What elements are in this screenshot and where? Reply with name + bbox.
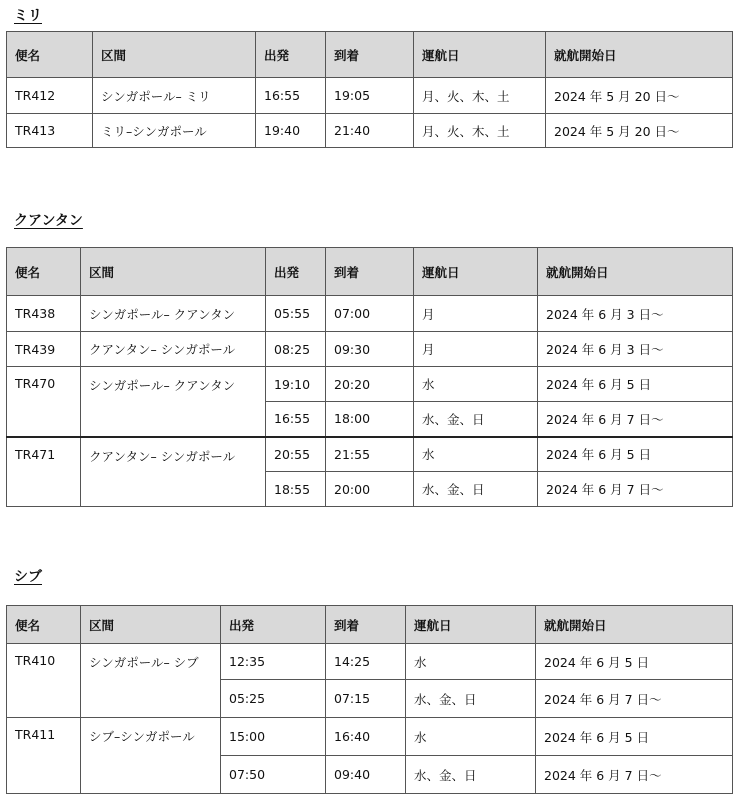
header-departure: 出発 [266,248,326,296]
route: ミリ–シンガポール [93,114,256,148]
departure-time: 05:55 [266,296,326,332]
header-flight: 便名 [7,32,93,78]
table-header-row [7,32,733,78]
arrival-time: 14:25 [326,644,406,680]
header-arrival: 到着 [326,32,414,78]
operating-days: 水 [406,718,536,756]
header-start-date: 就航開始日 [546,32,733,78]
header-days: 運航日 [414,248,538,296]
departure-time: 19:10 [266,367,326,402]
operating-days: 水 [406,644,536,680]
table-row [7,644,733,680]
operating-days: 月 [414,332,538,367]
table-row [7,114,733,148]
table-row [7,367,733,402]
start-date: 2024 年 6 月 5 日 [536,718,733,756]
header-route: 区間 [93,32,256,78]
departure-time: 16:55 [256,78,326,114]
operating-days: 水 [414,437,538,472]
start-date: 2024 年 6 月 7 日〜 [536,756,733,794]
header-start-date: 就航開始日 [538,248,733,296]
header-flight: 便名 [7,606,81,644]
flight-number: TR470 [7,367,81,437]
table-row [7,332,733,367]
operating-days: 水、金、日 [414,402,538,437]
header-days: 運航日 [414,32,546,78]
route: シンガポール– クアンタン [81,367,266,437]
section-title-cebu: シブ [14,569,42,585]
start-date: 2024 年 6 月 5 日 [538,437,733,472]
header-departure: 出発 [221,606,326,644]
operating-days: 水、金、日 [406,680,536,718]
start-date: 2024 年 5 月 20 日〜 [546,78,733,114]
arrival-time: 21:40 [326,114,414,148]
route: シンガポール– クアンタン [81,296,266,332]
operating-days: 月 [414,296,538,332]
header-arrival: 到着 [326,606,406,644]
departure-time: 05:25 [221,680,326,718]
departure-time: 16:55 [266,402,326,437]
flight-number: TR471 [7,437,81,507]
operating-days: 水 [414,367,538,402]
arrival-time: 20:20 [326,367,414,402]
arrival-time: 07:00 [326,296,414,332]
table-row [7,296,733,332]
header-route: 区間 [81,248,266,296]
operating-days: 月、火、木、土 [414,78,546,114]
header-days: 運航日 [406,606,536,644]
header-arrival: 到着 [326,248,414,296]
route: シンガポール– シブ [81,644,221,718]
arrival-time: 19:05 [326,78,414,114]
start-date: 2024 年 6 月 7 日〜 [538,402,733,437]
arrival-time: 09:30 [326,332,414,367]
table-row [7,78,733,114]
header-start-date: 就航開始日 [536,606,733,644]
flight-number: TR412 [7,78,93,114]
route: クアンタン– シンガポール [81,437,266,507]
arrival-time: 09:40 [326,756,406,794]
start-date: 2024 年 6 月 3 日〜 [538,296,733,332]
arrival-time: 16:40 [326,718,406,756]
arrival-time: 21:55 [326,437,414,472]
operating-days: 水、金、日 [414,472,538,507]
departure-time: 19:40 [256,114,326,148]
arrival-time: 07:15 [326,680,406,718]
section-title-miri: ミリ [14,8,42,24]
arrival-time: 20:00 [326,472,414,507]
departure-time: 18:55 [266,472,326,507]
flight-number: TR413 [7,114,93,148]
departure-time: 08:25 [266,332,326,367]
operating-days: 水、金、日 [406,756,536,794]
section-title-kuantan: クアンタン [14,213,83,229]
table-header-row [7,248,733,296]
table-row [7,437,733,472]
departure-time: 07:50 [221,756,326,794]
departure-time: 20:55 [266,437,326,472]
route: シンガポール– ミリ [93,78,256,114]
schedule-table-miri [6,31,733,148]
flight-number: TR439 [7,332,81,367]
flight-number: TR411 [7,718,81,794]
arrival-time: 18:00 [326,402,414,437]
header-flight: 便名 [7,248,81,296]
schedule-table-cebu [6,605,733,794]
flight-number: TR438 [7,296,81,332]
table-row [7,718,733,756]
route: シブ–シンガポール [81,718,221,794]
header-departure: 出発 [256,32,326,78]
schedule-table-kuantan [6,247,733,507]
table-header-row [7,606,733,644]
route: クアンタン– シンガポール [81,332,266,367]
start-date: 2024 年 6 月 3 日〜 [538,332,733,367]
start-date: 2024 年 5 月 20 日〜 [546,114,733,148]
header-route: 区間 [81,606,221,644]
operating-days: 月、火、木、土 [414,114,546,148]
departure-time: 15:00 [221,718,326,756]
start-date: 2024 年 6 月 7 日〜 [538,472,733,507]
flight-number: TR410 [7,644,81,718]
start-date: 2024 年 6 月 7 日〜 [536,680,733,718]
start-date: 2024 年 6 月 5 日 [536,644,733,680]
start-date: 2024 年 6 月 5 日 [538,367,733,402]
departure-time: 12:35 [221,644,326,680]
